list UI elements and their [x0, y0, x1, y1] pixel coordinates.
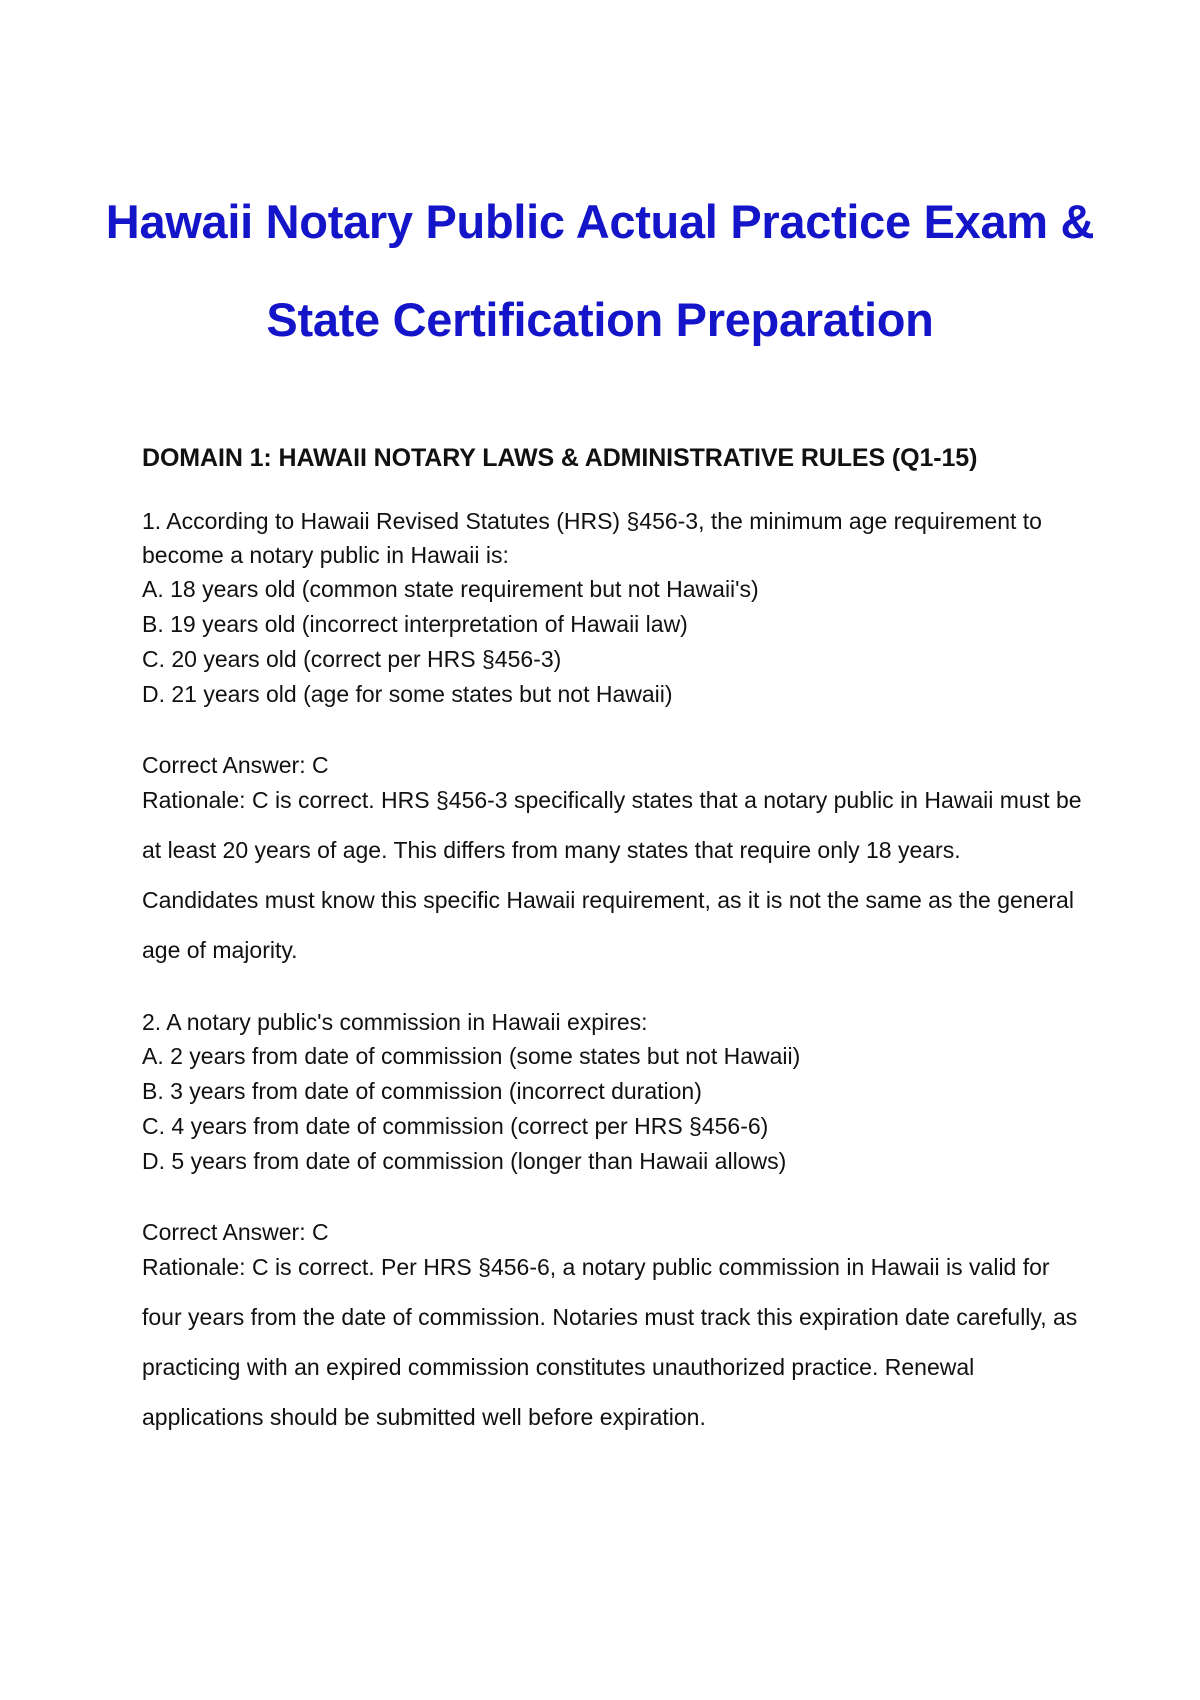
option-c: C. 4 years from date of commission (correct per HRS §456-6) [142, 1113, 769, 1139]
question-1 [142, 504, 1082, 975]
page-title [0, 173, 1200, 369]
correct-answer: Correct Answer: C [142, 1219, 329, 1245]
question-stem: 2. A notary public's commission in Hawaii expires: [142, 1009, 648, 1035]
title-line-1: Hawaii Notary Public Actual Practice Exam & [105, 195, 1095, 249]
rationale: Rationale: C is correct. HRS §456-3 specifically states that a notary public in Hawaii must be at least 20 years of age. This differs from many states that require only 18 years. Candidates must know this specific Hawaii requirement, as it is not the same as the general age of majority. [142, 787, 1082, 963]
answer-options [142, 1039, 1082, 1179]
option-a: A. 18 years old (common state requirement but not Hawaii's) [142, 576, 759, 602]
exam-content [142, 442, 1082, 1442]
option-d: D. 21 years old (age for some states but not Hawaii) [142, 681, 673, 707]
question-stem: 1. According to Hawaii Revised Statutes (HRS) §456-3, the minimum age requirement to become a notary public in Hawaii is: [142, 508, 1042, 568]
option-d: D. 5 years from date of commission (longer than Hawaii allows) [142, 1148, 787, 1174]
question-2 [142, 1005, 1082, 1442]
correct-answer: Correct Answer: C [142, 752, 329, 778]
option-b: B. 19 years old (incorrect interpretation of Hawaii law) [142, 611, 688, 637]
option-b: B. 3 years from date of commission (incorrect duration) [142, 1078, 702, 1104]
title-line-2: State Certification Preparation [266, 293, 934, 347]
domain-heading: DOMAIN 1: HAWAII NOTARY LAWS & ADMINISTRATIVE RULES (Q1-15) [142, 444, 978, 472]
option-c: C. 20 years old (correct per HRS §456-3) [142, 646, 562, 672]
option-a: A. 2 years from date of commission (some states but not Hawaii) [142, 1043, 801, 1069]
rationale: Rationale: C is correct. Per HRS §456-6, a notary public commission in Hawaii is valid for four years from the date of commission. Notaries must track this expiration date carefully, as practicing with an expired commission constitutes unauthorized practice. Renewal applications should be submitted well before expiration. [142, 1254, 1078, 1430]
answer-options [142, 572, 1082, 712]
